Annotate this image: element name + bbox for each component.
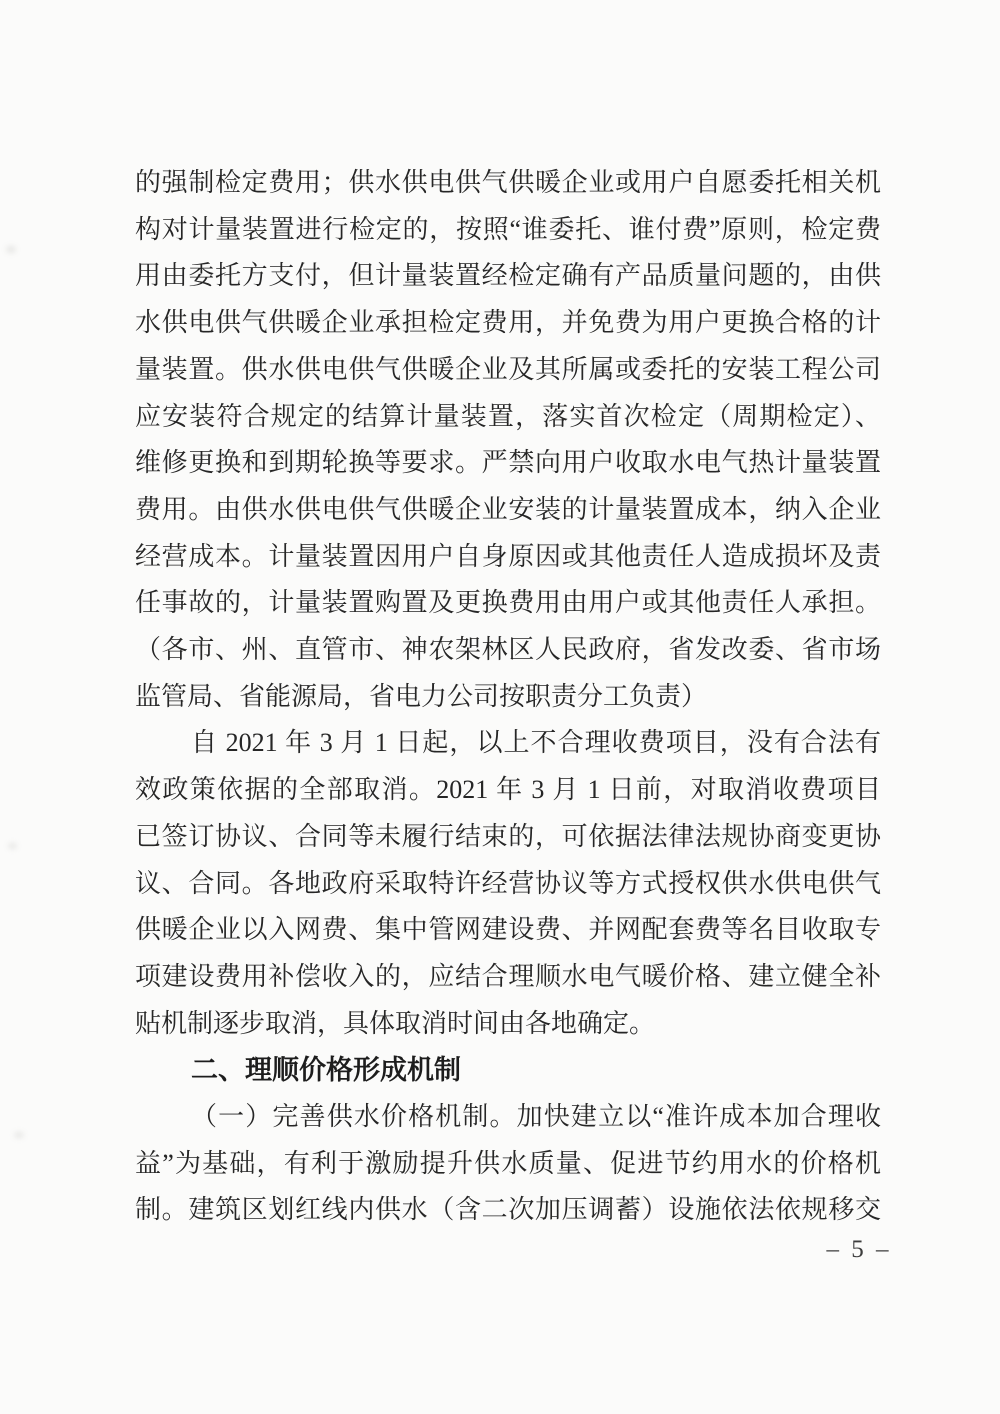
- text-line: 用由委托方支付，但计量装置经检定确有产品质量问题的，由供: [135, 261, 881, 291]
- text-line: 经营成本。计量装置因用户自身原因或其他责任人造成损坏及责: [135, 541, 881, 571]
- text-line: 监管局、省能源局，省电力公司按职责分工负责）: [135, 681, 708, 711]
- text-line: 费用。由供水供电供气供暖企业安装的计量装置成本，纳入企业: [135, 494, 881, 524]
- page-number: – 5 –: [826, 1236, 892, 1263]
- scan-smudge: [14, 1132, 24, 1138]
- text-line: 构对计量装置进行检定的，按照“谁委托、谁付费”原则，检定费: [135, 214, 881, 244]
- text-line: （一）完善供水价格机制。加快建立以“准许成本加合理收: [191, 1102, 881, 1132]
- text-line: 维修更换和到期轮换等要求。严禁向用户收取水电气热计量装置: [135, 448, 881, 478]
- text-line: 水供电供气供暖企业承担检定费用，并免费为用户更换合格的计: [135, 308, 881, 338]
- text-line: 贴机制逐步取消，具体取消时间由各地确定。: [135, 1008, 656, 1038]
- paragraph-water-pricing: [135, 1094, 881, 1234]
- text-line: 量装置。供水供电供气供暖企业及其所属或委托的安装工程公司: [135, 354, 881, 384]
- text-line: 益”为基础，有利于激励提升供水质量、促进节约用水的价格机: [135, 1148, 881, 1178]
- text-line: 已签订协议、合同等未履行结束的，可依据法律法规协商变更协: [135, 821, 881, 851]
- text-line: 的强制检定费用；供水供电供气供暖企业或用户自愿委托相关机: [135, 168, 881, 197]
- text-line: 任事故的，计量装置购置及更换费用由用户或其他责任人承担。: [135, 588, 881, 618]
- text-line: 应安装符合规定的结算计量装置，落实首次检定（周期检定）、: [135, 401, 881, 431]
- paragraph-fee-cancellation: [135, 720, 881, 1047]
- paragraph-metering-fees: [135, 160, 881, 720]
- text-line: 效政策依据的全部取消。2021 年 3 月 1 日前，对取消收费项目: [135, 775, 881, 805]
- document-text: [135, 160, 881, 1234]
- section-heading: 二、理顺价格形成机制: [191, 1055, 461, 1086]
- text-line: 项建设费用补偿收入的，应结合理顺水电气暖价格、建立健全补: [135, 961, 881, 991]
- scan-smudge: [6, 246, 16, 253]
- scan-smudge: [8, 843, 17, 849]
- text-line: 自 2021 年 3 月 1 日起，以上不合理收费项目，没有合法有: [191, 728, 881, 758]
- text-line: 供暖企业以入网费、集中管网建设费、并网配套费等名目收取专: [135, 915, 881, 945]
- text-line: 制。建筑区划红线内供水（含二次加压调蓄）设施依法依规移交: [135, 1195, 881, 1225]
- text-line: 议、合同。各地政府采取特许经营协议等方式授权供水供电供气: [135, 868, 881, 898]
- text-line: （各市、州、直管市、神农架林区人民政府，省发改委、省市场: [135, 635, 881, 665]
